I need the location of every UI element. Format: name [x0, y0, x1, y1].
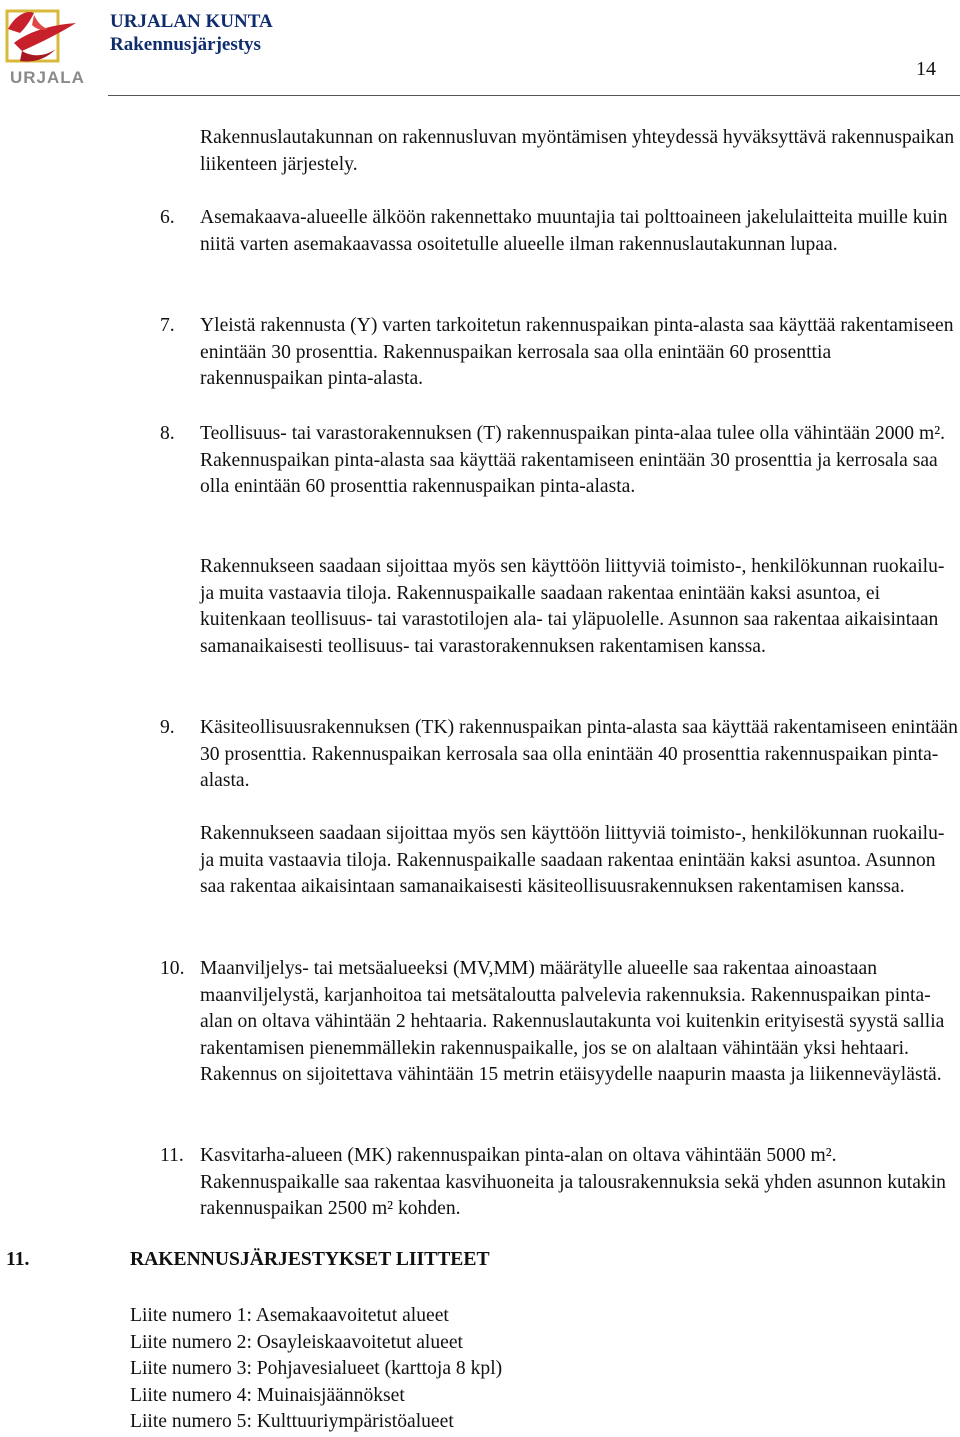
- item-8-text: Teollisuus- tai varastorakennuksen (T) rakennuspaikan pinta-alaa tulee olla vähintään 2000 m². Rakennuspaikan pinta-alasta saa käyttää rakentamiseen enintään 30 prosenttia ja kerrosala saa olla enintään 60 prosenttia rakennuspaikan pinta-alasta.: [200, 423, 946, 497]
- attachment-item: Liite numero 3: Pohjavesialueet (karttoja 8 kpl): [130, 1358, 503, 1379]
- item-6-text: Asemakaava-alueelle älköön rakennettako muuntajia tai polttoaineen jakelulaitteita muille kuin niitä varten asemakaavassa osoitetulle alueelle ilman rakennuslautakunnan lupaa.: [200, 207, 948, 255]
- page-number: 14: [916, 58, 936, 80]
- attachment-list: [130, 1303, 730, 1436]
- document-title: Rakennusjärjestys: [110, 34, 261, 55]
- header-divider: [108, 95, 960, 96]
- item-number-9: 9.: [160, 717, 175, 738]
- page-header: [0, 0, 960, 100]
- item-number-8: 8.: [160, 423, 175, 444]
- section-number: 11.: [6, 1249, 30, 1270]
- section-title: RAKENNUSJÄRJESTYKSET LIITTEET: [130, 1249, 490, 1270]
- attachment-item: Liite numero 5: Kulttuuriympäristöalueet: [130, 1411, 454, 1432]
- item-10-text: Maanviljelys- tai metsäalueeksi (MV,MM) määrätylle alueelle saa rakentaa ainoastaan maanviljelystä, karjanhoitoa tai metsätaloutta palvelevia rakennuksia. Rakennuspaikan pinta-alan on oltava vähintään 2 hehtaaria. Rakennuslautakunta voi kuitenkin erityisestä syystä sallia rakentamisen pienemmällekin rakennuspaikalle, jos se on alaltaan vähintään yksi hehtaari. Rakennus on sijoitettava vähintään 15 metrin etäisyydelle naapurin maasta ja liikenneväylästä.: [200, 958, 945, 1085]
- item-7-text: Yleistä rakennusta (Y) varten tarkoitetun rakennuspaikan pinta-alasta saa käyttää rakentamiseen enintään 30 prosenttia. Rakennuspaikan kerrosala saa olla enintään 60 prosenttia rakennuspaikan pinta-alasta.: [200, 315, 954, 389]
- attachment-item: Liite numero 1: Asemakaavoitetut alueet: [130, 1305, 449, 1326]
- item-9-extra-text: Rakennukseen saadaan sijoittaa myös sen käyttöön liittyviä toimisto-, henkilökunnan ruokailu- ja muita vastaavia tiloja. Rakennuspaikalle saadaan rakentaa enintään kaksi asuntoa. Asunnon saa rakentaa aikaisintaan samanaikaisesti käsiteollisuusrakennuksen rakentamisen kanssa.: [200, 823, 945, 897]
- item-number-10: 10.: [160, 958, 185, 979]
- intro-paragraph: Rakennuslautakunnan on rakennusluvan myöntämisen yhteydessä hyväksyttävä rakennuspaikan liikenteen järjestely.: [200, 127, 955, 175]
- item-9-text: Käsiteollisuusrakennuksen (TK) rakennuspaikan pinta-alasta saa käyttää rakentamiseen enintään 30 prosenttia. Rakennuspaikan kerrosala saa olla enintään 40 prosenttia rakennuspaikan pinta-alasta.: [200, 717, 958, 791]
- item-11-text: Kasvitarha-alueen (MK) rakennuspaikan pinta-alan on oltava vähintään 5000 m². Rakennuspaikalle saa rakentaa kasvihuoneita ja talousrakennuksia sekä yhden asunnon kutakin rakennuspaikan 2500 m² kohden.: [200, 1145, 946, 1219]
- attachment-item: Liite numero 2: Osayleiskaavoitetut alueet: [130, 1331, 463, 1353]
- item-number-7: 7.: [160, 315, 175, 336]
- organization-name: URJALAN KUNTA: [110, 11, 273, 32]
- logo-text: URJALA: [10, 68, 85, 87]
- item-number-11: 11.: [160, 1145, 184, 1166]
- item-8-extra-text: Rakennukseen saadaan sijoittaa myös sen käyttöön liittyviä toimisto-, henkilökunnan ruokailu- ja muita vastaavia tiloja. Rakennuspaikalle saadaan rakentaa enintään kaksi asuntoa, ei kuitenkaan teollisuus- tai varastotilojen ala- tai yläpuolelle. Asunnon saa rakentaa aikaisintaan samanaikaisesti teollisuus- tai varastorakennuksen rakentamisen kanssa.: [200, 556, 945, 657]
- item-number-6: 6.: [160, 207, 175, 228]
- attachment-item: Liite numero 4: Muinaisjäännökset: [130, 1384, 405, 1406]
